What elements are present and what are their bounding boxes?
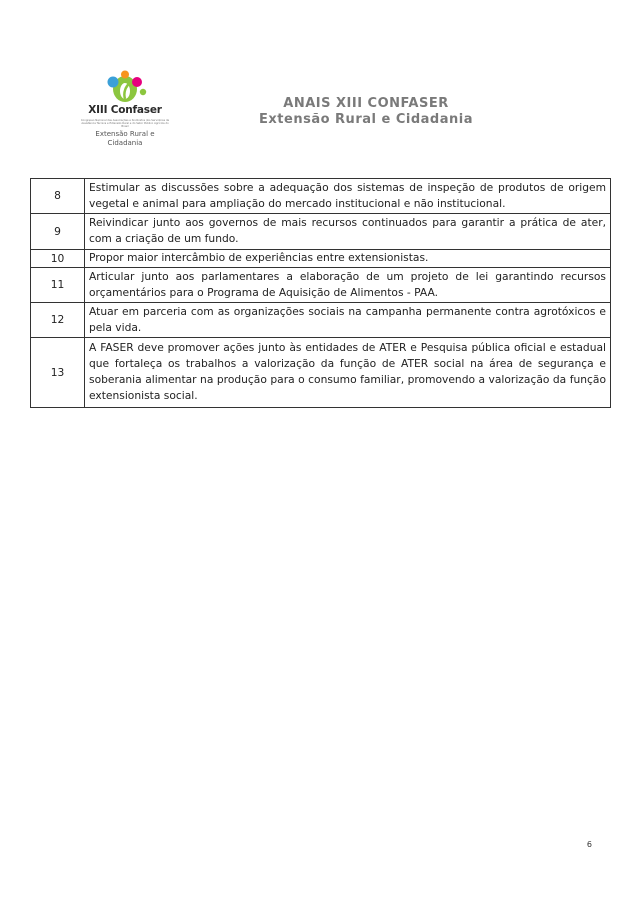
row-text: Articular junto aos parlamentares a elaboração de um projeto de lei garantindo recursos orçamentários para o Programa de Aquisição de Alimentos - PAA. [85,268,611,303]
table-row [31,179,611,214]
confaser-emblem-icon [92,70,158,106]
table-row [31,303,611,338]
row-text: Propor maior intercâmbio de experiências entre extensionistas. [85,250,611,268]
logo-caption-line2: Cidadania [107,139,143,147]
row-number: 8 [31,179,85,214]
row-number: 10 [31,250,85,268]
logo-subtitle: Congresso Nacional das Associações e Sindicatos dos Servidores de Assistência Técnica e Extensão Rural e do Setor Público Agrícola do Brasil [80,119,170,128]
row-number: 12 [31,303,85,338]
page-number: 6 [586,840,592,849]
confaser-logo [70,70,180,160]
table-row [31,214,611,250]
page-subtitle: Extensão Rural e Cidadania [259,112,473,127]
page-title: ANAIS XIII CONFASER [283,96,449,111]
row-number: 11 [31,268,85,303]
row-text: Estimular as discussões sobre a adequação dos sistemas de inspeção de produtos de origem vegetal e animal para ampliação do mercado institucional e não institucional. [85,179,611,214]
proposals-table [30,178,611,408]
table-row [31,338,611,408]
row-number: 13 [31,338,85,408]
row-text: A FASER deve promover ações junto às entidades de ATER e Pesquisa pública oficial e estadual que fortaleça os trabalhos a valorização da função de ATER social na área de segurança e soberania alimentar na produção para o consumo familiar, promovendo a valorização da função extensionista social. [85,338,611,408]
table-row [31,250,611,268]
logo-caption-line1: Extensão Rural e [95,130,155,138]
table-row [31,268,611,303]
row-text: Reivindicar junto aos governos de mais recursos continuados para garantir a prática de ater, com a criação de um fundo. [85,214,611,250]
logo-title: XIII Confaser [88,104,162,116]
row-number: 9 [31,214,85,250]
logo-caption [70,130,180,148]
header [200,96,532,128]
row-text: Atuar em parceria com as organizações sociais na campanha permanente contra agrotóxicos e pela vida. [85,303,611,338]
